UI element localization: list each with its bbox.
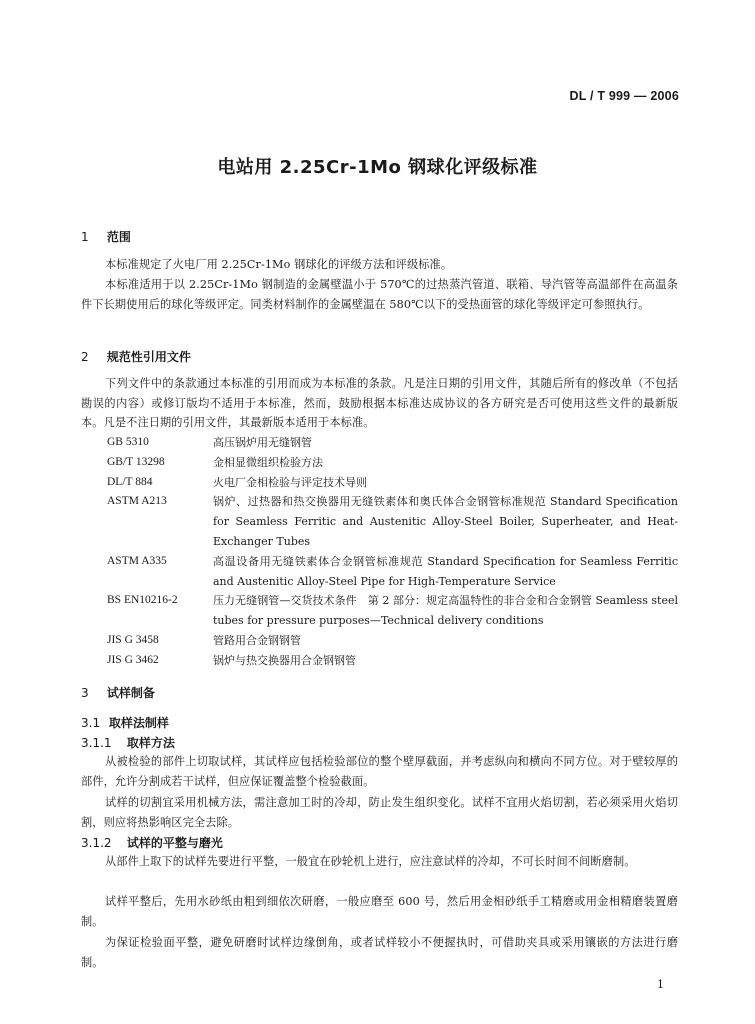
reference-title: 高温设备用无缝铁素体合金钢管标准规范 Standard Specification for Seamless Ferritic and Austenitic Alloy-Steel Pipe for High-Temperature Service: [213, 554, 678, 588]
subsection-heading-3-1: [81, 714, 169, 731]
subsection-title: 取样方法: [126, 736, 175, 750]
subsection-number: 3.1.2: [81, 836, 112, 850]
reference-item: [107, 492, 678, 551]
section-title: 试样制备: [106, 686, 155, 700]
standard-code: DL / T 999 — 2006: [569, 89, 679, 103]
reference-code: ASTM A213: [107, 495, 167, 508]
sampling-paragraph-1: 从被检验的部件上切取试样，其试样应包括检验部位的整个壁厚截面，并考虑纵向和横向不同方位。对于壁较厚的部件，允许分割成若干试样，但应保证覆盖整个检验截面。: [81, 755, 678, 788]
reference-code: ASTM A335: [107, 554, 167, 567]
subsection-heading-3-1-1: [81, 734, 175, 751]
section-heading-scope: [81, 228, 131, 245]
section-number: 1: [81, 230, 89, 244]
reference-title: 金相显微组织检验方法: [213, 455, 323, 469]
grinding-paragraph-2: 试样平整后，先用水砂纸由粗到细依次研磨，一般应磨至 600 号，然后用金相砂纸手工精磨或用金相精磨装置磨制。: [81, 895, 678, 928]
reference-item: [107, 651, 678, 671]
section-title: 范围: [106, 230, 131, 244]
reference-item: [107, 473, 678, 493]
page-number: 1: [657, 978, 664, 991]
reference-title: 锅炉与热交换器用合金钢钢管: [213, 653, 356, 667]
sampling-paragraph-2: 试样的切割宜采用机械方法，需注意加工时的冷却，防止发生组织变化。试样不宜用火焰切割，若必须采用火焰切割，则应将热影响区完全去除。: [81, 796, 678, 829]
reference-item: [107, 591, 678, 631]
subsection-number: 3.1: [81, 716, 101, 730]
reference-list: [107, 433, 678, 671]
reference-title: 压力无缝钢管—交货技术条件 第 2 部分：规定高温特性的非合金和合金钢管 Seamless steel tubes for pressure purposes—Technical delivery conditions: [213, 594, 678, 628]
reference-title: 管路用合金钢钢管: [213, 633, 301, 647]
scope-paragraph-1: 本标准规定了火电厂用 2.25Cr-1Mo 钢球化的评级方法和评级标准。: [105, 258, 453, 271]
document-title: 电站用 2.25Cr-1Mo 钢球化评级标准: [217, 157, 538, 178]
reference-item: [107, 453, 678, 473]
reference-code: GB 5310: [107, 436, 149, 448]
reference-code: JIS G 3462: [107, 653, 159, 666]
reference-title: 高压锅炉用无缝钢管: [213, 436, 312, 449]
reference-code: DL/T 884: [107, 475, 153, 488]
grinding-paragraph-3: 为保证检验面平整，避免研磨时试样边缘倒角，或者试样较小不便握执时，可借助夹具或采用镶嵌的方法进行磨制。: [81, 936, 678, 969]
reference-item: [107, 433, 678, 453]
subsection-title: 取样法制样: [108, 716, 169, 730]
section-number: 2: [81, 350, 89, 364]
grinding-paragraph-1: 从部件上取下的试样先要进行平整，一般宜在砂轮机上进行，应注意试样的冷却，不可长时间不间断磨制。: [105, 855, 636, 868]
reference-code: JIS G 3458: [107, 633, 159, 646]
reference-code: BS EN10216-2: [107, 594, 178, 607]
section-title: 规范性引用文件: [106, 350, 191, 364]
references-intro: 下列文件中的条款通过本标准的引用而成为本标准的条款。凡是注日期的引用文件，其随后所有的修改单（不包括勘误的内容）或修订版均不适用于本标准，然而，鼓励根据本标准达成协议的各方研究是否可使用这些文件的最新版本。凡是不注日期的引用文件，其最新版本适用于本标准。: [81, 377, 678, 430]
section-heading-references: [81, 348, 191, 365]
reference-title: 火电厂金相检验与评定技术导则: [213, 475, 367, 489]
section-number: 3: [81, 686, 89, 700]
scope-paragraph-2: 本标准适用于以 2.25Cr-1Mo 钢制造的金属壁温小于 570℃的过热蒸汽管道、联箱、导汽管等高温部件在高温条件下长期使用后的球化等级评定。同类材料制作的金属壁温在 580℃以下的受热面管的球化等级评定可参照执行。: [81, 278, 678, 311]
reference-code: GB/T 13298: [107, 455, 165, 468]
reference-item: [107, 552, 678, 592]
subsection-heading-3-1-2: [81, 834, 223, 851]
reference-title: 锅炉、过热器和热交换器用无缝铁素体和奥氏体合金钢管标准规范 Standard Specification for Seamless Ferritic and Austenitic Alloy-Steel Boiler, Superheater, and Heat-Exchanger Tubes: [213, 495, 678, 548]
reference-item: [107, 631, 678, 651]
subsection-number: 3.1.1: [81, 736, 112, 750]
section-heading-specimen: [81, 684, 155, 701]
subsection-title: 试样的平整与磨光: [126, 836, 223, 850]
